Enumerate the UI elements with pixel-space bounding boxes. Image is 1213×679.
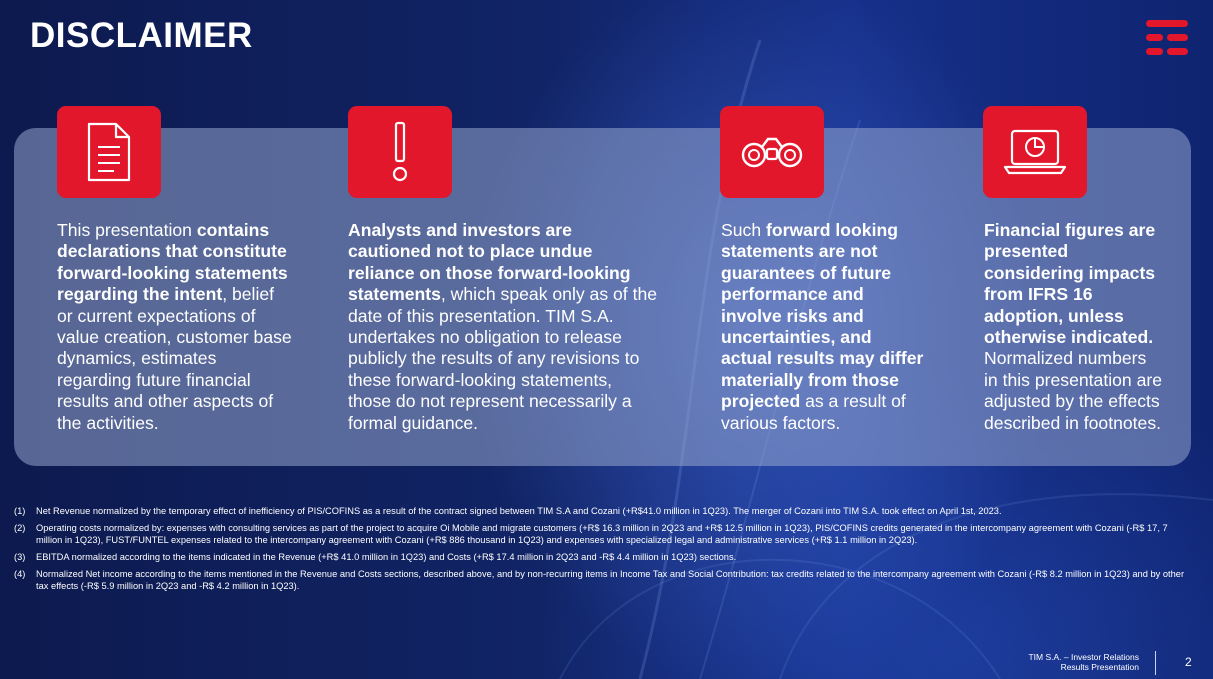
document-icon bbox=[86, 121, 132, 183]
exclamation-icon bbox=[390, 121, 410, 183]
page-title: DISCLAIMER bbox=[30, 16, 253, 55]
disclaimer-text-ifrs16: Financial figures are presented considering impacts from IFRS 16 adoption, unless otherwise indicated. Normalized numbers in this presentation are adjusted by the effects described in footnotes. bbox=[984, 220, 1162, 433]
footnote-text: Net Revenue normalized by the temporary effect of inefficiency of PIS/COFINS as a result of the contract signed between TIM S.A and Cozani (+R$41.0 million in 1Q23). The merger of Cozani into TIM S.A. took effect on April 1st, 2023. bbox=[36, 506, 1002, 516]
footnote-text: EBITDA normalized according to the items indicated in the Revenue (+R$ 41.0 million in 1Q23) and Costs (+R$ 17.4 million in 2Q23 and -R$ 4.4 million in 1Q23) sections. bbox=[36, 552, 737, 562]
document-icon-box bbox=[57, 106, 161, 198]
binoculars-icon bbox=[740, 133, 804, 171]
footer-label bbox=[1028, 652, 1139, 672]
footer-document: Results Presentation bbox=[1060, 662, 1139, 672]
footnote-text: Normalized Net income according to the items mentioned in the Revenue and Costs sections, described above, and by non-recurring items in Income Tax and Social Contribution: tax credits related to the intercompany agreement with Cozani (-R$ 8.2 million in 1Q23) and by other tax effects (-R$ 5.9 million in 2Q23 and -R$ 4.2 million in 1Q23). bbox=[36, 569, 1185, 591]
disclaimer-text-analysts: Analysts and investors are cautioned not to place undue reliance on those forward-looking statements, which speak only as of the date of this presentation. TIM S.A. undertakes no obligation to release publicly the results of any revisions to these forward-looking statements, those do not represent necessarily a formal guidance. bbox=[348, 220, 658, 433]
footer-company: TIM S.A. – Investor Relations bbox=[1028, 652, 1139, 662]
page-number: 2 bbox=[1185, 655, 1192, 669]
footnote bbox=[14, 568, 1194, 592]
footnote-text: Operating costs normalized by: expenses with consulting services as part of the project to acquire Oi Mobile and migrate customers (+R$ 16.3 million in 2Q23 and +R$ 12.5 million in 1Q23), PIS/COFINS credits generated in the intercompany agreement with Cozani (-R$ 17, 7 million in 1Q23), FUST/FUNTEL expenses related to the intercompany agreement with Cozani (+R$ 886 thousand in 1Q23) and expenses with specialized legal and administrative services (+R$ 1.1 million in 2Q23). bbox=[36, 523, 1168, 545]
footer-divider bbox=[1155, 651, 1156, 675]
laptop-chart-icon bbox=[1003, 127, 1067, 177]
footnotes bbox=[14, 505, 1194, 597]
footnote bbox=[14, 522, 1194, 546]
tim-logo-icon bbox=[1146, 20, 1188, 56]
footnote bbox=[14, 505, 1194, 517]
laptop-chart-icon-box bbox=[983, 106, 1087, 198]
footnote-number: (1) bbox=[14, 506, 26, 516]
footnote bbox=[14, 551, 1194, 563]
footnote-number: (2) bbox=[14, 523, 26, 533]
disclaimer-text-forward-looking: This presentation contains declarations that constitute forward-looking statements regarding the intent, belief or current expectations of value creation, customer base dynamics, estimates regarding future financial results and other aspects of the activities. bbox=[57, 220, 292, 433]
binoculars-icon-box bbox=[720, 106, 824, 198]
exclamation-icon-box bbox=[348, 106, 452, 198]
disclaimer-text-no-guarantees: Such forward looking statements are not guarantees of future performance and involve risks and uncertainties, and actual results may differ materially from those projected as a result of various factors. bbox=[721, 220, 924, 433]
footnote-number: (3) bbox=[14, 552, 26, 562]
footnote-number: (4) bbox=[14, 569, 26, 579]
